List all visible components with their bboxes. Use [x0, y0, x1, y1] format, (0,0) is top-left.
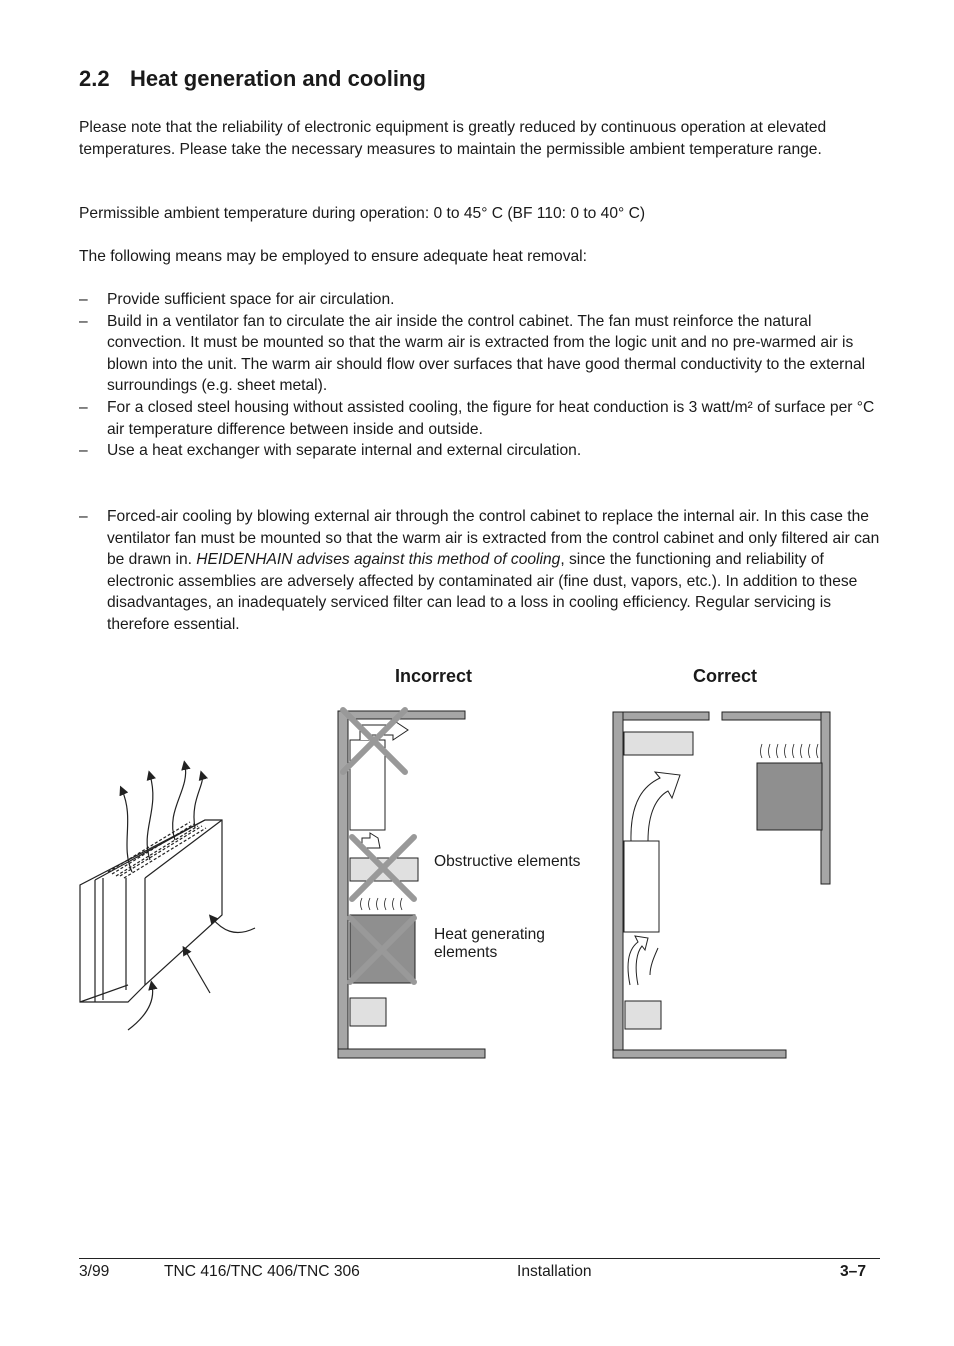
- temperature-paragraph: Permissible ambient temperature during operation: 0 to 45° C (BF 110: 0 to 40° C): [79, 205, 646, 222]
- logic-unit-perspective: [80, 820, 222, 1002]
- list-item: – Forced-air cooling by blowing external air through the control cabinet to replace the internal air. In this case the ventilator fan must be mounted so that the warm air is extracted from the control cabinet and only filtered air can be drawn in. HEIDENHAIN advises against this method of cooling, since the functioning and reliability of electronic assemblies are adversely affected by contaminated air (fine dust, vapors, etc.). In addition to these disadvantages, an inadequately serviced filter can lead to a loss in cooling efficiency. Regular servicing is therefore essential.: [79, 508, 880, 633]
- list-dash: –: [79, 291, 88, 308]
- footer-page-number: 3–7: [840, 1263, 867, 1280]
- incorrect-label: Incorrect: [395, 666, 473, 686]
- footer-product: TNC 416/TNC 406/TNC 306: [164, 1263, 360, 1280]
- list-item: – Provide sufficient space for air circulation.: [79, 289, 889, 311]
- list-item: – For a closed steel housing without assisted cooling, the figure for heat conduction is 3 watt/m² of surface per °C air temperature difference between inside and outside.: [79, 398, 875, 438]
- list-dash: –: [79, 398, 88, 416]
- correct-cabinet: [613, 712, 830, 1058]
- footer-date: 3/99: [79, 1263, 110, 1280]
- list-item: – Use a heat exchanger with separate internal and external circulation.: [79, 440, 889, 462]
- footer-rule: [79, 1258, 880, 1259]
- list-dash: –: [79, 312, 88, 330]
- heat-generating-label: Heat generating elements: [434, 926, 545, 961]
- footer-chapter: Installation: [517, 1263, 592, 1280]
- intro-paragraph: Please note that the reliability of electronic equipment is greatly reduced by continuous operation at elevated temperatures. Please take the necessary measures to maintain the permissible ambient temperature range.: [79, 119, 827, 158]
- section-title: Heat generation and cooling: [130, 66, 426, 91]
- correct-label: Correct: [693, 666, 758, 686]
- obstructive-label: Obstructive elements: [434, 853, 581, 870]
- advisory-italic: HEIDENHAIN advises against this method of cooling: [196, 551, 561, 569]
- list-item: – Build in a ventilator fan to circulate the air inside the control cabinet. The fan must reinforce the natural convection. It must be mounted so that the warm air is extracted from the logic unit and no pre-warmed air is blown into the unit. The warm air should flow over surfaces that have good thermal conductivity to the external surroundings (e.g. sheet metal).: [79, 312, 866, 395]
- incorrect-cabinet: [338, 710, 485, 1058]
- list-dash: –: [79, 442, 88, 460]
- section-number: 2.2: [79, 66, 110, 91]
- list-dash: –: [79, 508, 88, 525]
- means-intro-paragraph: The following means may be employed to ensure adequate heat removal:: [79, 248, 587, 265]
